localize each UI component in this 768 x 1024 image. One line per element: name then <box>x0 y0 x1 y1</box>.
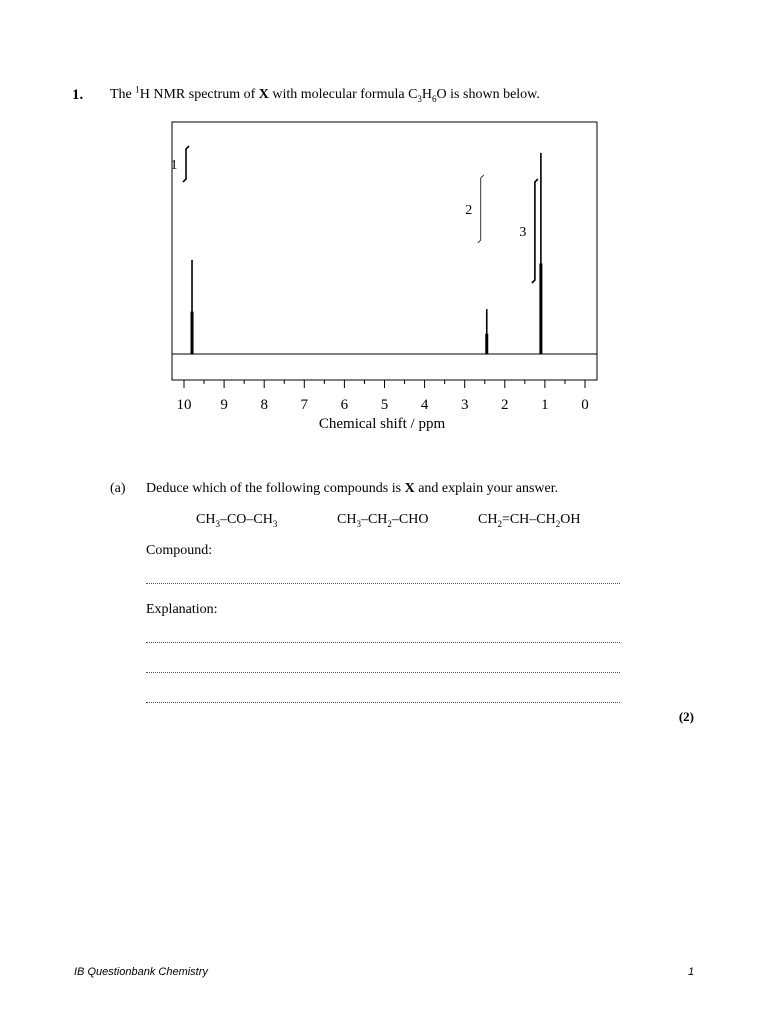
explanation-answer-line[interactable] <box>146 642 620 643</box>
formula-text: =CH–CH <box>501 512 556 527</box>
tick-label: 0 <box>581 397 589 413</box>
tick-label: 1 <box>541 397 549 413</box>
tick-label: 10 <box>176 397 192 413</box>
compound-option-acetone <box>196 512 277 528</box>
formula-text: –CH <box>360 512 388 527</box>
marks-badge: (2) <box>678 709 694 724</box>
integration-label: 1 <box>170 158 178 173</box>
explanation-answer-line[interactable] <box>146 672 620 673</box>
tick-label: 7 <box>300 397 309 413</box>
formula-subscript: 2 <box>497 518 502 529</box>
formula-text: OH <box>560 512 581 527</box>
footer-source: IB Questionbank Chemistry <box>74 966 208 978</box>
integration-label: 3 <box>519 225 527 240</box>
formula-o: O <box>436 87 447 102</box>
tick-label: 6 <box>340 397 349 413</box>
part-a-compound: X <box>404 481 415 496</box>
formula-text: –CO–CH <box>219 512 273 527</box>
integration-traces <box>171 146 538 283</box>
compound-name: X <box>258 87 269 102</box>
integration-trace <box>532 179 538 283</box>
formula-c-count: 3 <box>417 93 422 104</box>
compound-label: Compound: <box>146 543 213 558</box>
question-text-end: is shown below. <box>446 87 540 102</box>
question-text-start: The <box>110 87 136 102</box>
explanation-label: Explanation: <box>146 602 218 617</box>
formula-subscript: 2 <box>555 518 561 529</box>
tick-label: 9 <box>220 397 228 413</box>
explanation-answer-line[interactable] <box>146 702 620 703</box>
tick-label: 5 <box>380 397 389 413</box>
compound-option-allyl-alcohol <box>478 512 580 528</box>
nucleus-text: H NMR spectrum of <box>139 87 259 102</box>
tick-label: 3 <box>460 397 469 413</box>
tick-label: 8 <box>260 397 268 413</box>
x-axis-label: Chemical shift / ppm <box>318 416 446 432</box>
formula-h-letter: H <box>421 87 433 102</box>
page-number: 1 <box>688 966 695 978</box>
formula-text: CH <box>337 512 357 527</box>
axis-ticks <box>177 380 589 413</box>
formula-subscript: 3 <box>356 518 361 529</box>
nucleus-mass: 1 <box>135 84 140 95</box>
compound-answer-line[interactable] <box>146 583 620 584</box>
integration-label: 2 <box>465 203 473 218</box>
part-a-text-end: and explain your answer. <box>414 481 559 496</box>
peaks <box>192 153 541 354</box>
formula-subscript: 2 <box>387 518 392 529</box>
part-a-question <box>146 481 558 497</box>
formula-h-count: 6 <box>432 93 437 104</box>
formula-text: CH <box>196 512 216 527</box>
formula-text: CH <box>478 512 498 527</box>
question-number: 1. <box>72 87 84 103</box>
compound-option-propanal <box>337 512 428 528</box>
formula-subscript: 3 <box>272 518 278 529</box>
spectrum-frame <box>172 122 597 380</box>
part-a-label: (a) <box>110 481 126 496</box>
integration-trace <box>183 146 189 182</box>
part-a-text-start: Deduce which of the following compounds is <box>146 481 405 496</box>
formula-subscript: 3 <box>215 518 220 529</box>
nmr-spectrum-chart <box>0 0 768 450</box>
tick-label: 2 <box>501 397 509 413</box>
formula-text: with molecular formula C <box>268 87 418 102</box>
tick-label: 4 <box>420 397 429 413</box>
formula-text: –CHO <box>391 512 429 527</box>
integration-trace <box>478 175 484 243</box>
